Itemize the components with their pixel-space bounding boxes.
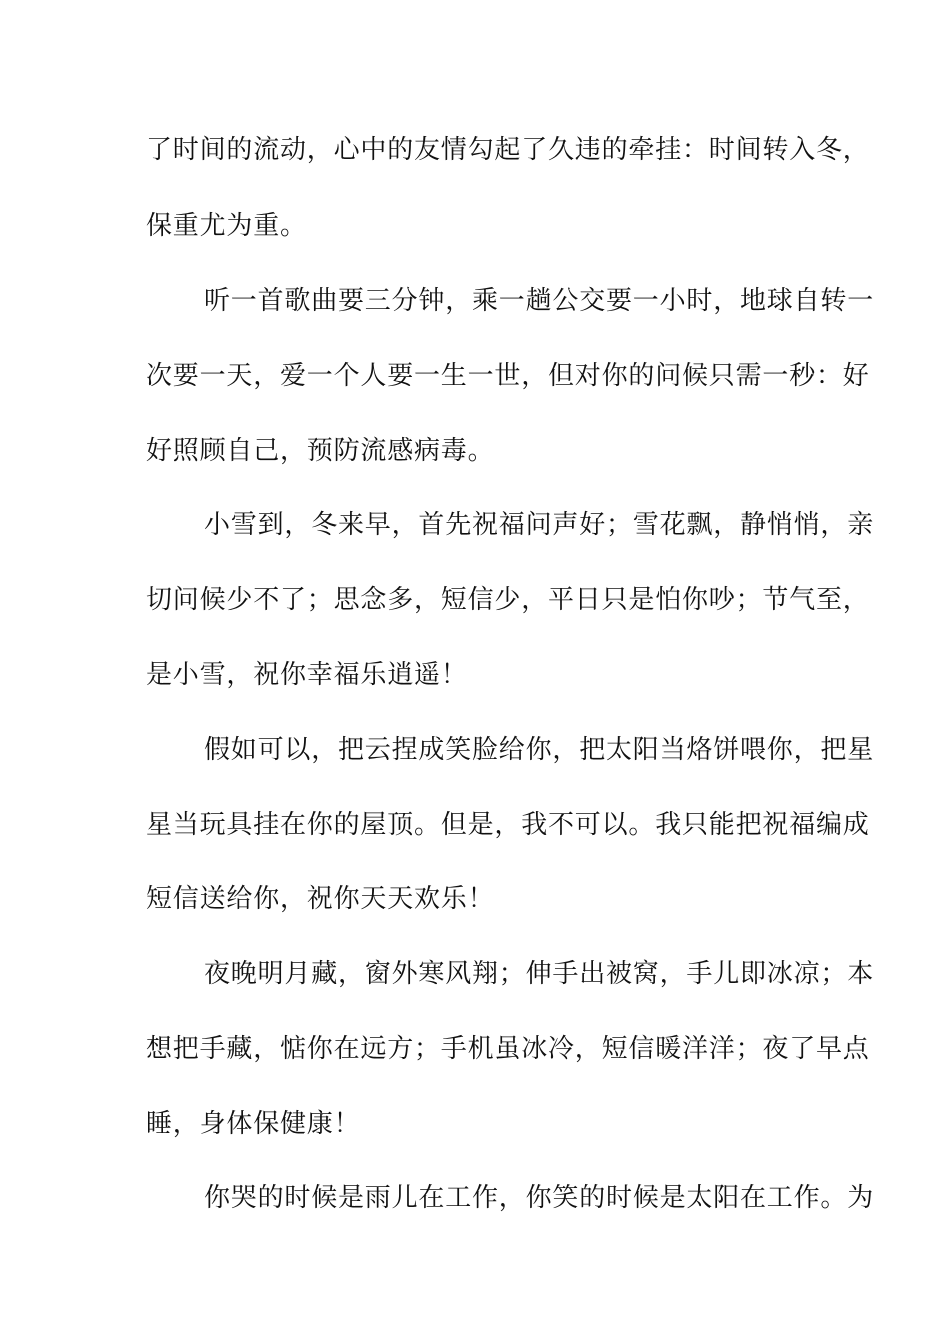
paragraph-first-line: 夜晚明月藏，窗外寒风翔；伸手出被窝，手儿即冰凉；本 — [204, 959, 875, 989]
paragraph-first-line: 假如可以，把云捏成笑脸给你，把太阳当烙饼喂你，把星 — [204, 735, 875, 765]
text-line: 保重尤为重。 — [146, 211, 307, 241]
paragraph-first-line: 听一首歌曲要三分钟，乘一趟公交要一小时，地球自转一 — [204, 286, 875, 316]
text-line: 想把手藏，惦你在远方；手机虽冰冷，短信暖洋洋；夜了早点 — [146, 1034, 870, 1064]
text-line: 睡，身体保健康！ — [146, 1109, 361, 1139]
text-line: 次要一天，爱一个人要一生一世，但对你的问候只需一秒：好 — [146, 361, 870, 391]
text-line: 了时间的流动，心中的友情勾起了久违的牵挂：时间转入冬， — [146, 135, 870, 165]
text-line: 短信送给你，祝你天天欢乐！ — [146, 884, 495, 914]
text-line: 好照顾自己，预防流感病毒。 — [146, 436, 495, 466]
text-line: 切问候少不了；思念多，短信少，平日只是怕你吵；节气至， — [146, 585, 870, 615]
paragraph-first-line: 你哭的时候是雨儿在工作，你笑的时候是太阳在工作。为 — [204, 1183, 875, 1213]
text-line: 是小雪，祝你幸福乐逍遥！ — [146, 660, 468, 690]
paragraph-first-line: 小雪到，冬来早，首先祝福问声好；雪花飘，静悄悄，亲 — [204, 510, 875, 540]
text-line: 星当玩具挂在你的屋顶。但是，我不可以。我只能把祝福编成 — [146, 810, 870, 840]
